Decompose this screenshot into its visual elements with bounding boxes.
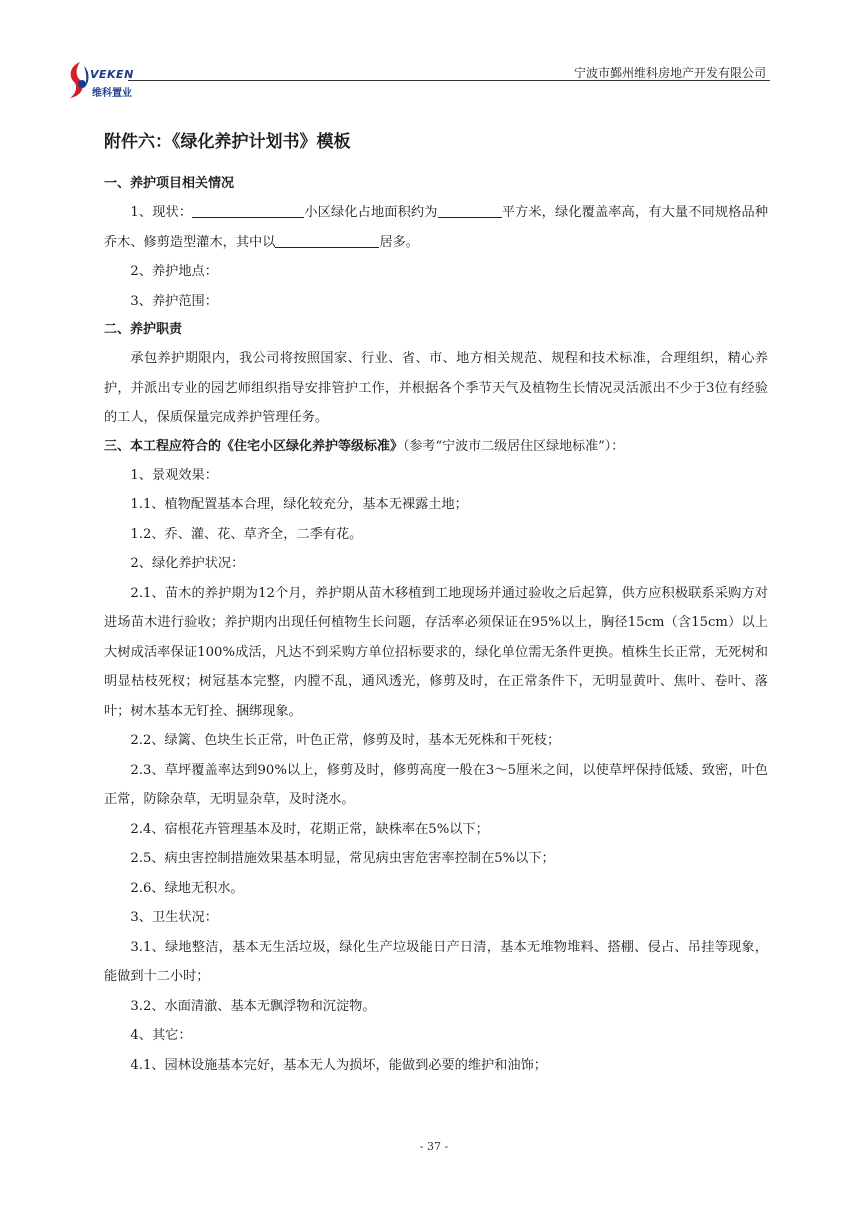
blank-line — [438, 203, 502, 218]
document-body — [104, 128, 768, 1080]
paragraph: 3、养护范围： — [130, 293, 218, 309]
paragraph-status: 1、现状： 小区绿化占地面积约为 平方米，绿化覆盖率高，有大量不同规格品种乔木、修剪造型灌木，其中以 居多。 — [104, 205, 769, 250]
blank-line — [192, 203, 304, 218]
blank-line — [275, 233, 379, 248]
section-heading-3: 三、本工程应符合的《住宅小区绿化养护等级标准》（参考“宁波市二级居住区绿地标准”）： — [104, 438, 625, 454]
logo-cn-text: 维科置业 — [92, 88, 132, 99]
paragraph: 1、景观效果： — [130, 467, 218, 483]
paragraph: 2.5、病虫害控制措施效果基本明显，常见病虫害危害率控制在5%以下； — [130, 851, 555, 866]
company-name: 宁波市鄞州维科房地产开发有限公司 — [573, 66, 766, 80]
paragraph: 2、养护地点： — [130, 264, 218, 279]
paragraph: 4、其它： — [130, 1028, 192, 1043]
paragraph: 1.1、植物配置基本合理，绿化较充分，基本无裸露土地； — [130, 497, 468, 512]
paragraph: 承包养护期限内，我公司将按照国家、行业、省、市、地方相关规范、规程和技术标准，合理组织，精心养护，并派出专业的园艺师组织指导安排管护工作，并根据各个季节天气及植物生长情况灵活派出不少于3位有经验的工人，保质保量完成养护管理任务。 — [104, 351, 768, 425]
paragraph: 2.3、草坪覆盖率达到90%以上，修剪及时，修剪高度一般在3～5厘米之间，以使草坪保持低矮、致密，叶色正常，防除杂草，无明显杂草，及时浇水。 — [104, 762, 768, 807]
paragraph: 2.6、绿地无积水。 — [130, 880, 244, 896]
page-header — [66, 54, 770, 106]
paragraph: 1.2、乔、灌、花、草齐全，二季有花。 — [130, 526, 363, 542]
paragraph-list — [104, 461, 768, 1081]
paragraph: 2.4、宿根花卉管理基本及时，花期正常，缺株率在5%以下； — [130, 821, 489, 837]
paragraph: 2.1、苗木的养护期为12个月，养护期从苗木移植到工地现场并通过验收之后起算，供方应积极联系采购方对进场苗木进行验收；养护期内出现任何植物生长问题，存活率必须保证在95%以上，胸径15cm（含15cm）以上大树成活率保证100%成活，凡达不到采购方单位招标要求的，绿化单位需无条件更换。植株生长正常，无死树和明显枯枝死杈；树冠基本完整，内膛不乱，通风透光，修剪及时，在正常条件下，无明显黄叶、焦叶、卷叶、落叶；树木基本无钉拴、捆绑现象。 — [104, 585, 768, 719]
page-number: - 37 - — [419, 1140, 449, 1153]
paragraph: 3.2、水面清澈、基本无飘浮物和沉淀物。 — [130, 998, 376, 1014]
paragraph: 2.2、绿篱、色块生长正常，叶色正常，修剪及时，基本无死株和干死枝； — [130, 733, 561, 748]
paragraph: 3、卫生状况： — [130, 910, 218, 925]
logo-mark-icon — [66, 60, 92, 100]
veken-logo-icon — [66, 54, 146, 104]
section-heading-1: 一、养护项目相关情况 — [104, 176, 235, 191]
section-heading-2: 二、养护职责 — [104, 322, 183, 337]
logo-text: VEKEN — [90, 68, 134, 81]
paragraph: 2、绿化养护状况： — [130, 556, 245, 571]
paragraph: 4.1、园林设施基本完好，基本无人为损坏，能做到必要的维护和油饰； — [130, 1057, 547, 1073]
paragraph: 3.1、绿地整洁，基本无生活垃圾，绿化生产垃圾能日产日清，基本无堆物堆料、搭棚、侵占、吊挂等现象，能做到十二小时； — [104, 939, 768, 984]
document-title: 附件六：《绿化养护计划书》模板 — [104, 132, 351, 152]
